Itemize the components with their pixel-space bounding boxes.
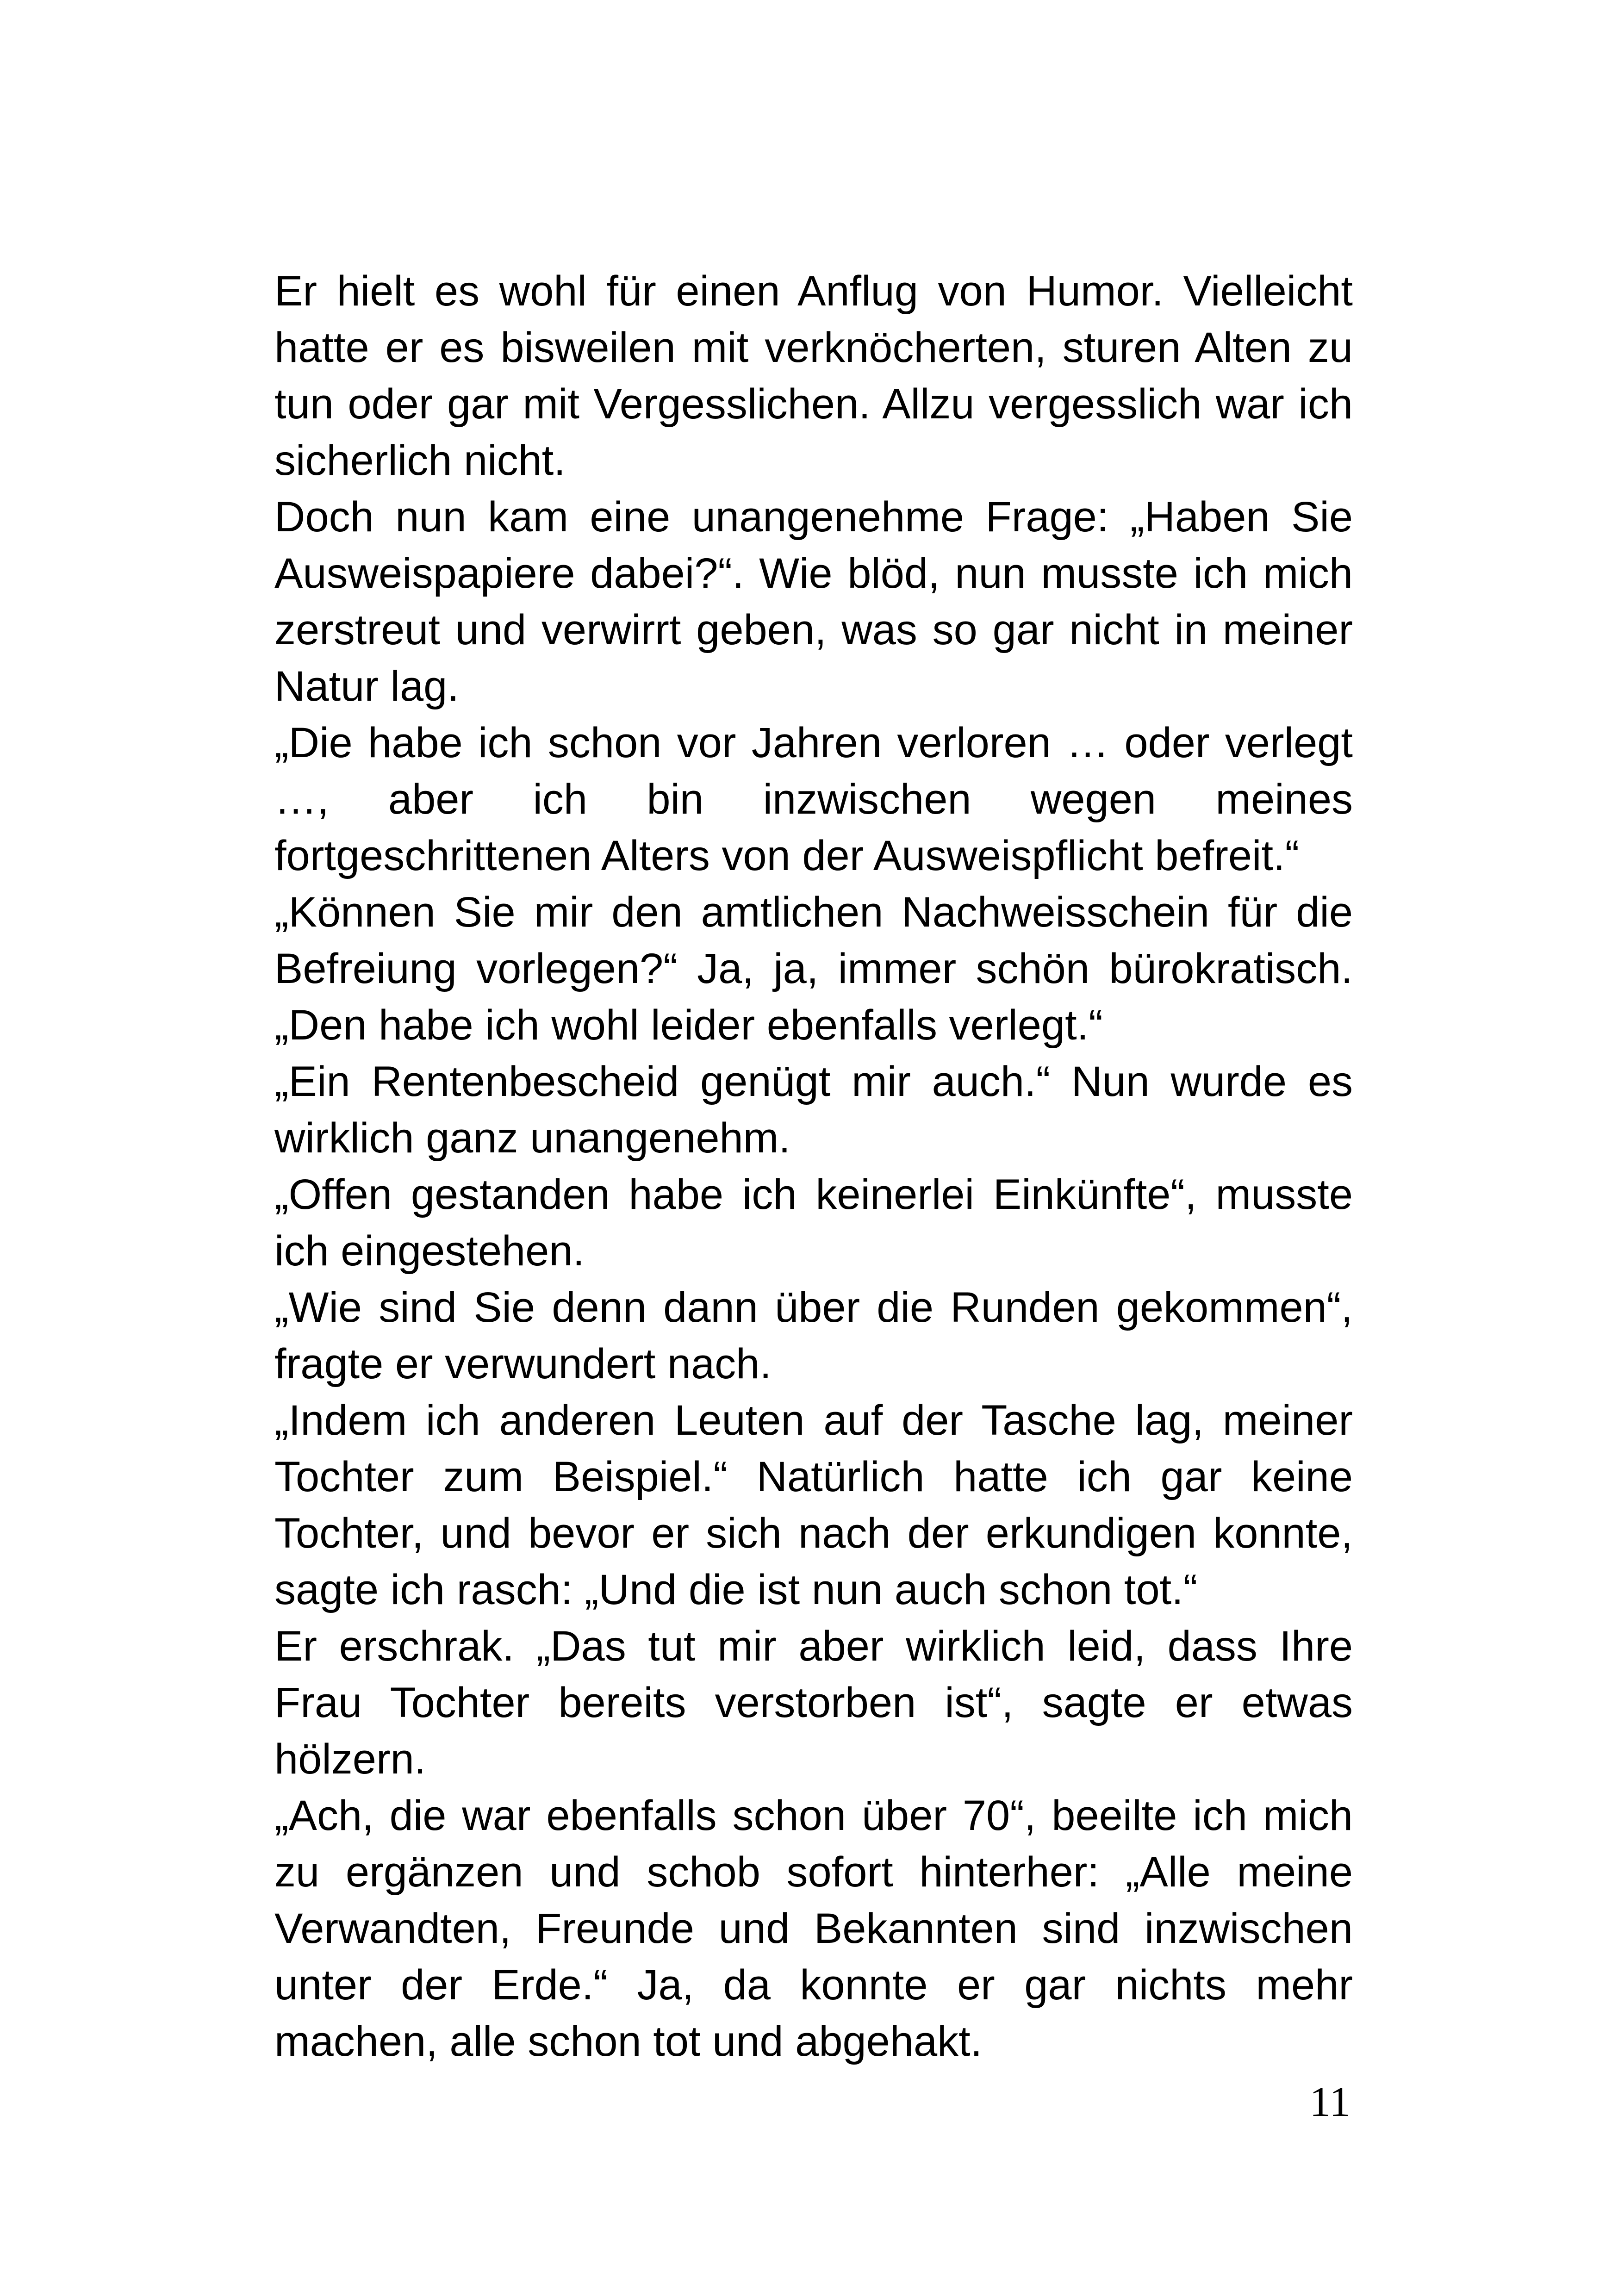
paragraph-3: „Die habe ich schon vor Jahren verloren … oder verlegt …, aber ich bin inzwischen wegen meines fortgeschrittenen Alters von der Ausweispflicht befreit.“ <box>274 719 1353 879</box>
paragraph-2: Doch nun kam eine unangenehme Frage: „Haben Sie Ausweispapiere dabei?“. Wie blöd, nun musste ich mich zerstreut und verwirrt geben, was so gar nicht in meiner Natur lag. <box>274 493 1353 710</box>
paragraph-5: „Ein Rentenbescheid genügt mir auch.“ Nun wurde es wirklich ganz unangenehm. <box>274 1058 1353 1162</box>
paragraph-6: „Offen gestanden habe ich keinerlei Einkünfte“, musste ich eingestehen. <box>274 1171 1353 1275</box>
paragraph-8: „Indem ich anderen Leuten auf der Tasche lag, meiner Tochter zum Beispiel.“ Natürlich hatte ich gar keine Tochter, und bevor er sich nach der erkundigen konnte, sagte ich rasch: „Und die ist nun auch schon tot.“ <box>274 1397 1353 1613</box>
paragraph-4: „Können Sie mir den amtlichen Nachweisschein für die Befreiung vorlegen?“ Ja, ja, immer schön bürokratisch. „Den habe ich wohl leider ebenfalls verlegt.“ <box>274 889 1353 1049</box>
paragraph-1: Er hielt es wohl für einen Anflug von Humor. Vielleicht hatte er es bisweilen mit verknöcherten, sturen Alten zu tun oder gar mit Vergesslichen. Allzu vergesslich war ich sicherlich nicht. <box>274 268 1353 484</box>
paragraph-10: „Ach, die war ebenfalls schon über 70“, beeilte ich mich zu ergänzen und schob sofort hinterher: „Alle meine Verwandten, Freunde und Bekannten sind inzwischen unter der Erde.“ Ja, da konnte er gar nichts mehr machen, alle schon tot und abgehakt. <box>274 1792 1353 2065</box>
body-text <box>274 263 1353 2070</box>
paragraph-9: Er erschrak. „Das tut mir aber wirklich leid, dass Ihre Frau Tochter bereits verstorben ist“, sagte er etwas hölzern. <box>274 1623 1353 1783</box>
page-number: 11 <box>1309 2078 1350 2125</box>
paragraph-7: „Wie sind Sie denn dann über die Runden gekommen“, fragte er verwundert nach. <box>274 1284 1353 1388</box>
